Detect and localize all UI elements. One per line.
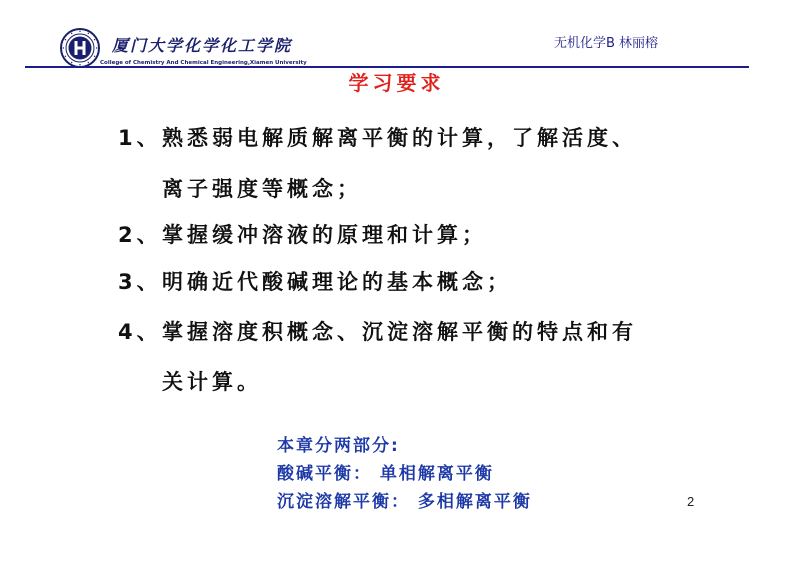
university-logo-icon — [60, 28, 100, 68]
chapter-part-item: 酸碱平衡： 单相解离平衡 — [277, 464, 494, 484]
requirement-text: 掌握溶度积概念、沉淀溶解平衡的特点和有 — [162, 320, 637, 344]
page-number: 2 — [687, 494, 695, 509]
requirement-item — [118, 266, 512, 296]
requirement-item — [118, 219, 487, 249]
requirement-number: 4、 — [118, 320, 162, 344]
requirement-number: 2、 — [118, 223, 162, 247]
chapter-parts-heading: 本章分两部分: — [277, 436, 400, 456]
requirement-number: 1、 — [118, 126, 162, 150]
slide-title: 学习要求 — [348, 71, 445, 95]
school-name-cn: 厦门大学化学化工学院 — [112, 36, 293, 55]
requirement-text: 掌握缓冲溶液的原理和计算； — [162, 223, 487, 247]
requirement-text-continued: 关计算。 — [162, 370, 262, 394]
chapter-part-item: 沉淀溶解平衡： 多相解离平衡 — [277, 492, 532, 512]
requirement-number: 3、 — [118, 270, 162, 294]
course-label: 无机化学B 林丽榕 — [554, 36, 659, 51]
requirement-text: 明确近代酸碱理论的基本概念； — [162, 270, 512, 294]
requirement-text-continued: 离子强度等概念； — [162, 177, 362, 201]
school-name-en: College of Chemistry And Chemical Engineering,Xiamen University — [100, 60, 307, 66]
requirement-item — [118, 316, 637, 346]
requirement-item — [118, 122, 637, 152]
requirement-text: 熟悉弱电解质解离平衡的计算，了解活度、 — [162, 126, 637, 150]
